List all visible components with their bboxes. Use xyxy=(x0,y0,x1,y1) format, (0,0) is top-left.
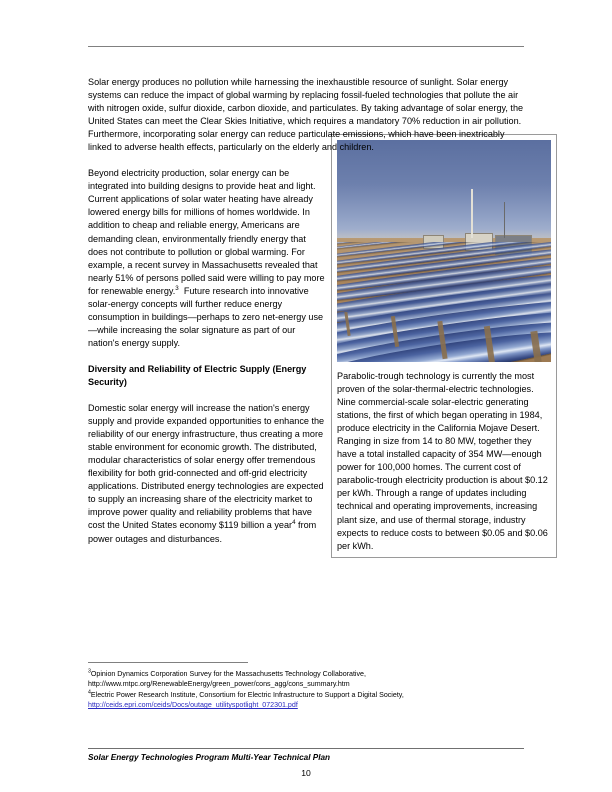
paragraph-2 xyxy=(88,167,328,350)
footnote-3 xyxy=(88,669,524,690)
paragraph-1: Solar energy produces no pollution while harnessing the inexhaustible resource of sunlight. Solar energy systems can reduce the impact of global warming by replacing fossil-fueled technologies that pollute the air with nitrogen oxide, sulfur dioxide, carbon dioxide, and particulates. By taking advantage of solar energy, the United States can meet the Clear Skies Initiative, which requires a mandatory 70% reduction in air pollution. Furthermore, incorporating solar energy can reduce particulate emissions, which have been inextricably linked to adverse health effects, particularly on the elderly and children. xyxy=(88,77,524,153)
section-heading: Diversity and Reliability of Electric Supply (Energy Security) xyxy=(88,363,307,387)
figure-caption: Parabolic-trough technology is currently the most proven of the solar-thermal-electric technologies. Nine commercial-scale solar-electric generating stations, the first of which began operating in 1984, produce electricity in the California Mojave Desert. Ranging in size from 14 to 80 MW, together they have a total installed capacity of 354 MW—enough power for 100,000 homes. The current cost of parabolic-trough electricity production is about $0.12 per kWh. Through a range of updates including technical and operating improvements, increasing plant size, and use of thermal storage, industry expects to reduce costs to between $0.05 and $0.06 per kWh. xyxy=(337,371,548,551)
paragraph-2-part2: Future research into innovative solar-energy concepts will further reduce energy consumption in buildings—perhaps to zero net-energy use—while increasing the solar signature as part of our nation's energy supply. xyxy=(88,285,324,348)
footnote-marker-4: 4 xyxy=(292,519,296,527)
paragraph-2-part1: Beyond electricity production, solar energy can be integrated into building designs to provide heat and light. Current applications of solar water heating have already lowered energy bills for millions of homes worldwide. In addition to cheap and reliable energy, Americans are demanding clean, environmentally friendly energy that does not contribute to pollution or global warming. For example, a recent survey in Massachusetts revealed that nearly 51% of persons polled said were willing to pay more for renewable energy. xyxy=(88,168,325,296)
body-text xyxy=(88,76,524,559)
footnote-4 xyxy=(88,690,524,711)
footnote-4-marker: 4 xyxy=(88,689,91,696)
footer-title: Solar Energy Technologies Program Multi-Year Technical Plan xyxy=(88,753,331,762)
footnote-separator xyxy=(88,662,248,663)
footnote-marker-3: 3 xyxy=(175,284,179,292)
header-rule xyxy=(88,46,524,47)
footer-rule xyxy=(88,748,524,749)
page-number: 10 xyxy=(301,768,311,778)
footnote-3-text: Opinion Dynamics Corporation Survey for the Massachusetts Technology Collaborative, xyxy=(90,670,366,678)
footnotes xyxy=(88,669,524,711)
paragraph-3-part1: Domestic solar energy will increase the nation's energy supply and provide expanded opportunities to enhance the reliability of our energy infrastructure, thus creating a more stable environment for economic growth. The distributed, modular characteristics of solar energy offer tremendous flexibility for both grid-connected and off-grid electricity applications. Distributed energy technologies are expected to supply an increasing share of the electricity market to improve power quality and reliability problems that have cost the United States economy $119 billion a year xyxy=(88,403,325,531)
footnote-3-marker: 3 xyxy=(88,668,91,675)
footnote-4-link[interactable]: http://ceids.epri.com/ceids/Docs/outage_utilityspotlight_072301.pdf xyxy=(88,701,298,710)
footnote-4-text: Electric Power Research Institute, Consortium for Electric Infrastructure to Support a Digital Society, xyxy=(90,690,404,699)
paragraph-3-part2: from power outages and disturbances. xyxy=(88,520,317,544)
footnote-3-url: http://www.mtpc.org/RenewableEnergy/green_power/cons_agg/cons_summary.htm xyxy=(88,680,350,689)
paragraph-3 xyxy=(88,402,328,546)
